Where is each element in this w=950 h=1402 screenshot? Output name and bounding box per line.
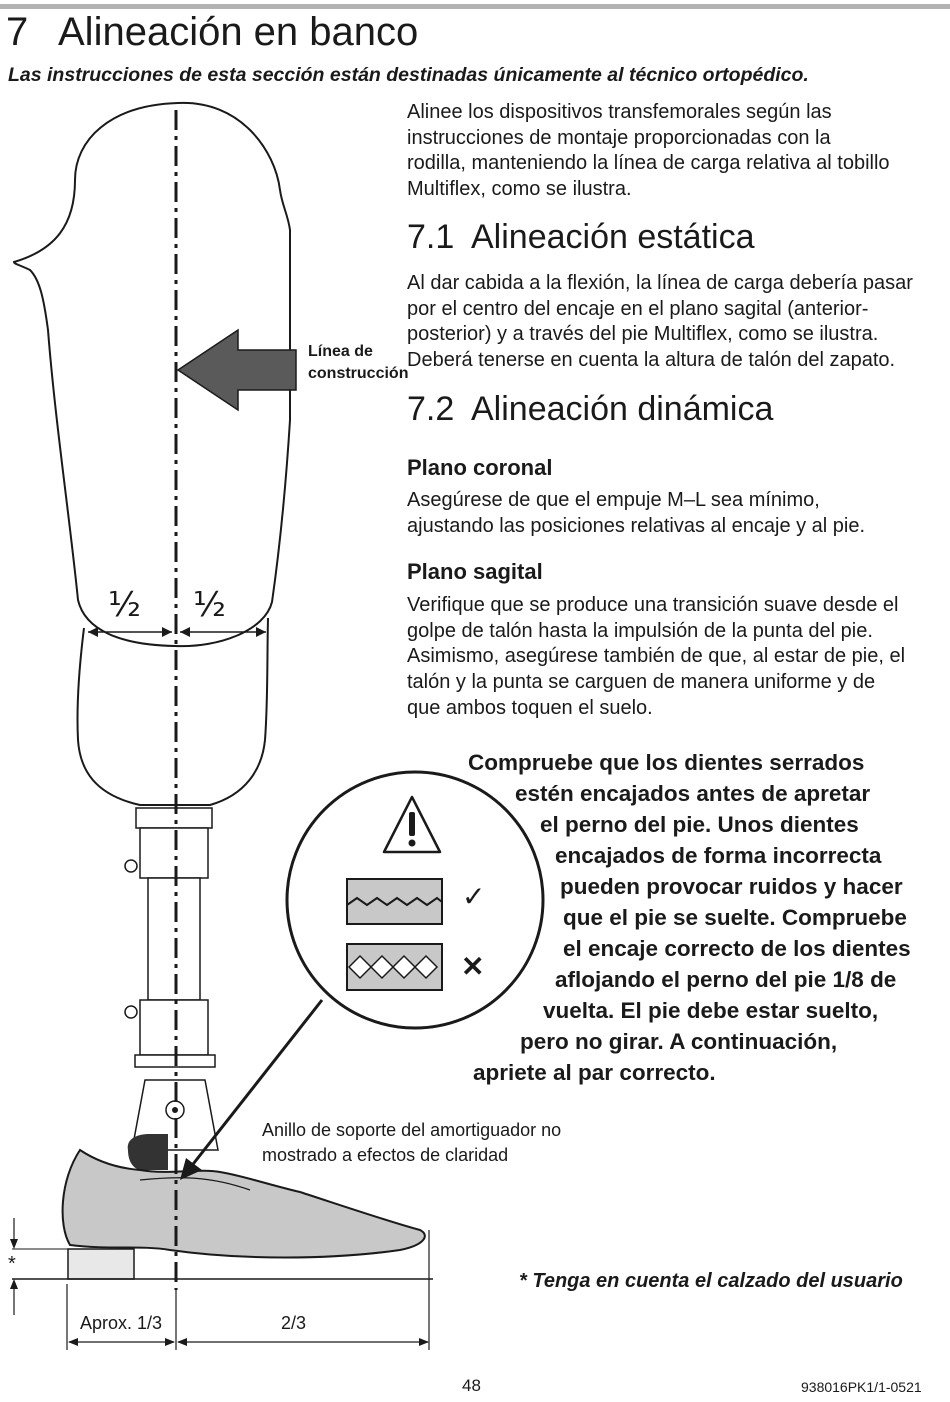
sagittal-heading: Plano sagital (407, 559, 543, 584)
section-7-1-title: Alineación estática (471, 218, 755, 256)
coronal-paragraph: Asegúrese de que el empuje M–L sea mínimo, ajustando las posiciones relativas al encaje y al pie. (407, 489, 866, 537)
construction-line-label: Línea de construcción (308, 343, 409, 382)
section-7-1-paragraph: Al dar cabida a la flexión, la línea de carga debería pasar por el centro del encaje en el plano sagital (anterior- posterior) y a través del pie Multiflex, como se ilustra. Deberá tenerse en cuenta la altura de talón del zapato. (407, 272, 913, 372)
lower-clamp (140, 1000, 208, 1055)
check-mark-icon: ✓ (462, 881, 486, 912)
construction-arrow (178, 330, 296, 410)
document-reference: 938016PK1/1-0521 (801, 1379, 922, 1395)
intro-note: Las instrucciones de esta sección están destinadas únicamente al técnico ortopédico. (8, 64, 809, 86)
footwear-footnote: * Tenga en cuenta el calzado del usuario (519, 1270, 903, 1292)
page-number: 48 (462, 1376, 481, 1395)
half-left-label: ½ (108, 585, 141, 625)
section-7-2-number: 7.2 (407, 390, 455, 428)
sagittal-paragraph: Verifique que se produce una transición suave desde el golpe de talón hasta la impulsión de la punta del pie. Asimismo, asegúrese también de que, al estar de pie, el talón y la punta se carguen de manera uniforme y de que ambos toquen el suelo. (407, 594, 906, 719)
coronal-heading: Plano coronal (407, 455, 553, 480)
teeth-engaged-icon (347, 879, 442, 924)
cross-mark-icon: ✕ (461, 951, 485, 982)
warning-text: Compruebe que los dientes serrados estén encajados antes de apretar el perno del pie. Unos dientes encajados de forma incorrecta pueden provocar ruidos y hacer que el pie se suelte. Compruebe el encaje correcto de los dientes aflojando el perno del pie 1/8 de vuelta. El pie debe estar suelto, pero no girar. A continuación, apriete al par correcto. (468, 750, 911, 1085)
teeth-misaligned-icon (347, 944, 442, 990)
section-7-1-number: 7.1 (407, 218, 455, 256)
half-right-label: ½ (193, 585, 226, 625)
dimension-left-label: Aprox. 1/3 (80, 1313, 163, 1333)
knee-adapter (136, 808, 212, 828)
section-7-2-title: Alineación dinámica (471, 390, 774, 428)
intro-paragraph: Alinee los dispositivos transfemorales según las instrucciones de montaje proporcionadas con la rodilla, manteniendo la línea de carga relativa al tobillo Multiflex, como se ilustra. (407, 101, 890, 201)
section-number: 7 (6, 10, 29, 54)
section-title: Alineación en banco (58, 10, 419, 54)
ring-caption: Anillo de soporte del amortiguador no mostrado a efectos de claridad (262, 1120, 562, 1165)
upper-clamp (140, 828, 208, 878)
pylon-tube (148, 878, 200, 1000)
heel-height-asterisk: * (8, 1253, 16, 1275)
heel-block (68, 1249, 134, 1279)
dimension-right-label: 2/3 (281, 1313, 307, 1333)
bumper (128, 1134, 168, 1170)
